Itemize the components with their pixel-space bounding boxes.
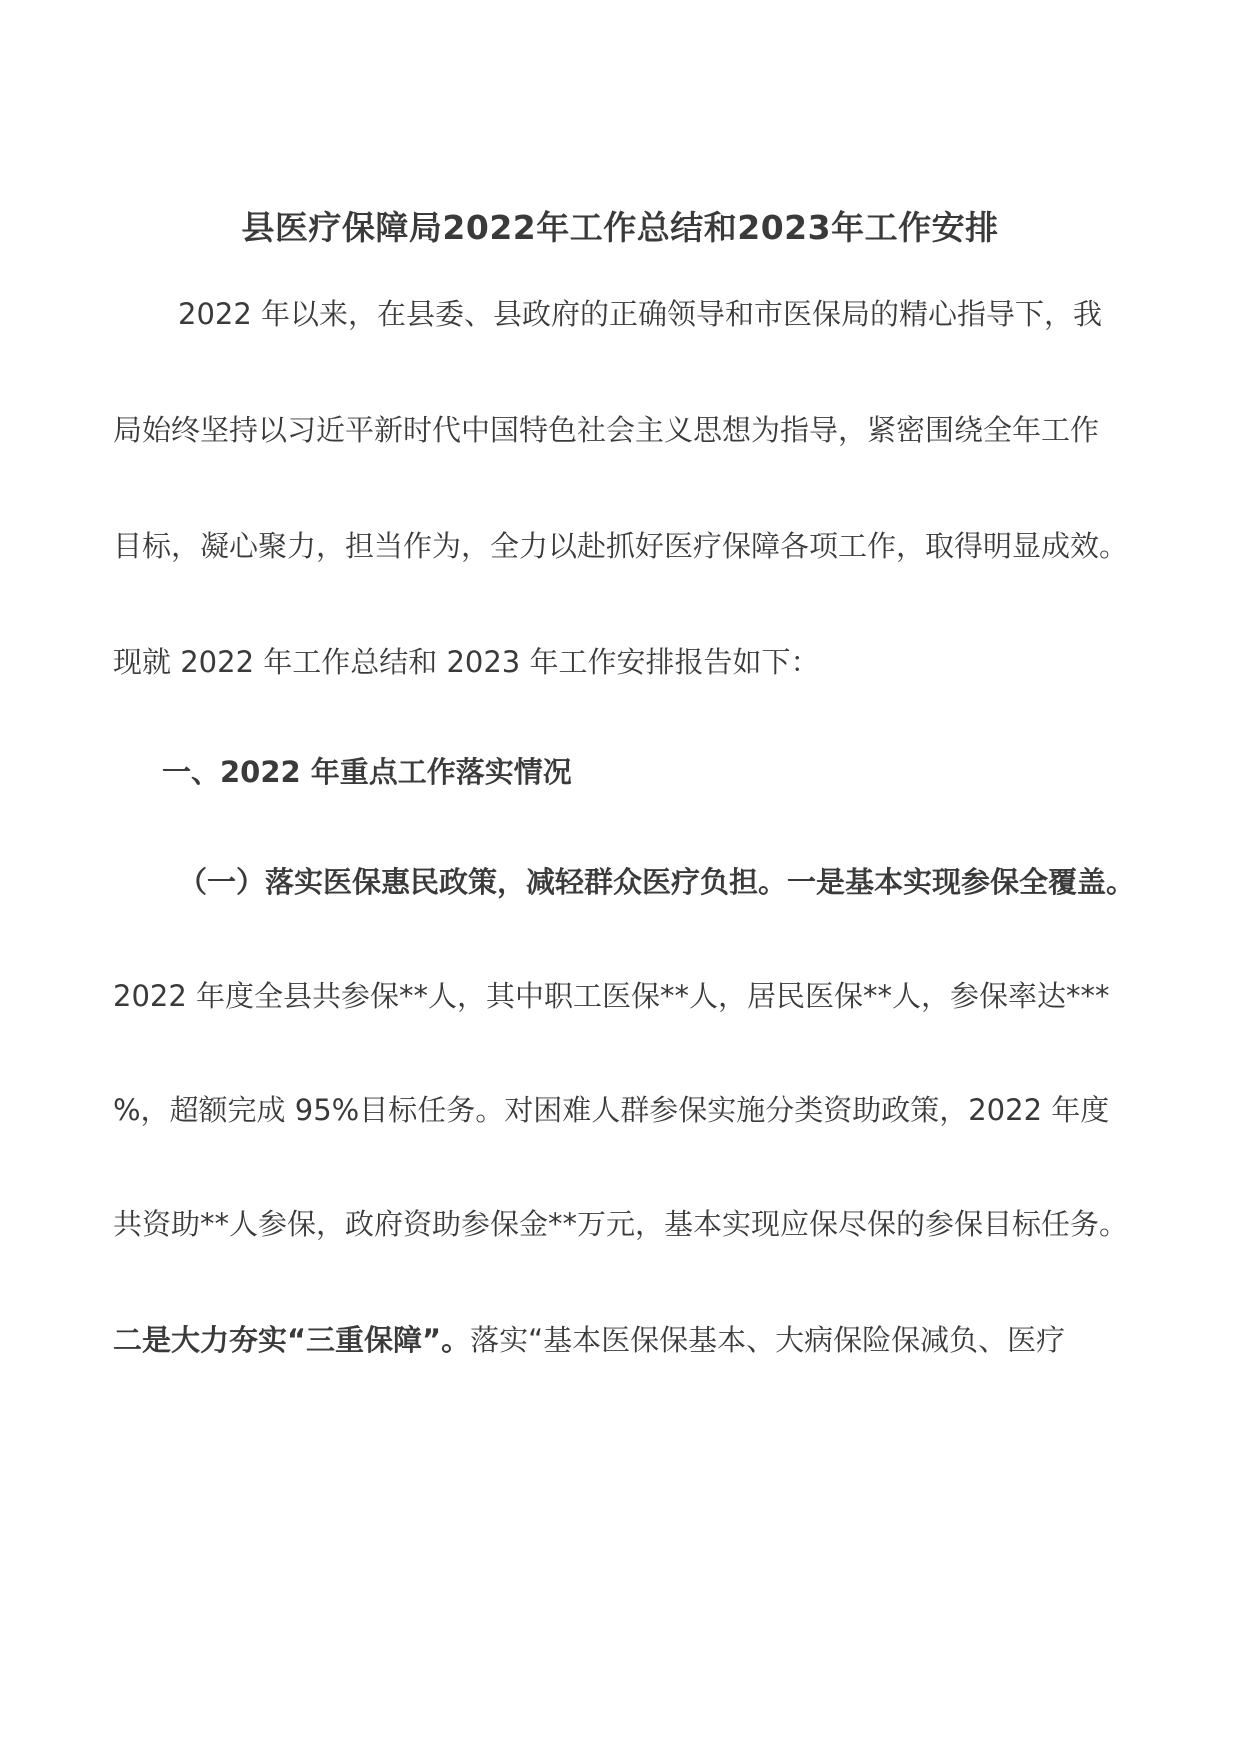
paragraph-line <box>113 1318 1153 1362</box>
paragraph-line: 目标，凝心聚力，担当作为，全力以赴抓好医疗保障各项工作，取得明显成效。 <box>113 529 1129 563</box>
document-title: 县医疗保障局2022年工作总结和2023年工作安排 <box>241 208 999 247</box>
subsection-heading: （一）落实医保惠民政策，减轻群众医疗负担。一是基本实现参保全覆盖。 <box>178 865 1136 899</box>
paragraph-line: 局始终坚持以习近平新时代中国特色社会主义思想为指导，紧密围绕全年工作 <box>113 413 1100 447</box>
paragraph-line: 2022 年度全县共参保**人，其中职工医保**人，居民医保**人，参保率达*** <box>113 979 1110 1013</box>
paragraph-line: 现就 2022 年工作总结和 2023 年工作安排报告如下： <box>113 645 820 679</box>
paragraph-line: 共资助**人参保，政府资助参保金**万元，基本实现应保尽保的参保目标任务。 <box>113 1207 1129 1241</box>
paragraph-line: 2022 年以来，在县委、县政府的正确领导和市医保局的精心指导下，我 <box>178 297 1103 331</box>
inline-bold-lead: 二是大力夯实“三重保障”。 <box>113 1323 471 1357</box>
paragraph-line: %，超额完成 95%目标任务。对困难人群参保实施分类资助政策，2022 年度 <box>113 1093 1110 1127</box>
inline-text: 落实“基本医保保基本、大病保险保减负、医疗 <box>470 1323 1066 1357</box>
section-heading: 一、2022 年重点工作落实情况 <box>162 755 572 789</box>
